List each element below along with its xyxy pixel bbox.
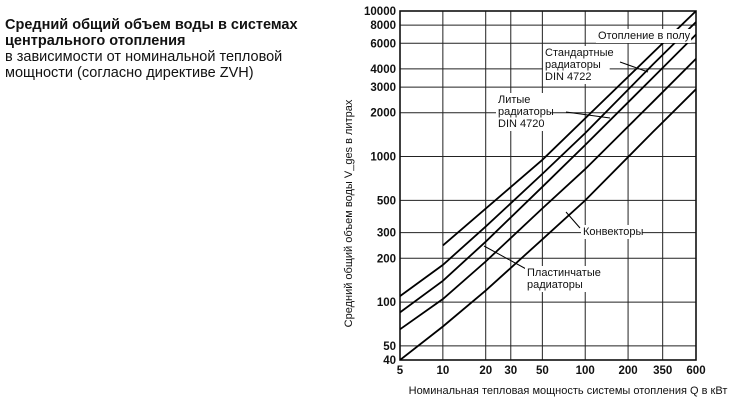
annotation-label-3-0: Конвекторы	[583, 226, 644, 238]
x-tick-label-2: 20	[479, 365, 493, 377]
y-tick-label-10: 6000	[370, 38, 396, 51]
annotation-label-2-1: радиаторы	[498, 106, 554, 118]
annotation-label-2-0: Литые	[498, 94, 531, 106]
y-axis-label: Средний общий объем воды V_ges в литрах	[343, 99, 355, 328]
annotation-label-2-2: DIN 4720	[498, 118, 545, 130]
annotation-label-4-0: Пластинчатые	[527, 267, 601, 279]
y-tick-label-12: 10000	[364, 6, 396, 18]
y-tick-label-6: 1000	[370, 151, 396, 164]
x-tick-label-0: 5	[396, 365, 404, 377]
chart-subtitle: в зависимости от номинальной тепловой мощности (согласно директиве ZVH)	[5, 49, 283, 81]
y-tick-label-5: 500	[376, 195, 396, 208]
x-tick-label-8: 600	[686, 365, 706, 377]
y-tick-label-3: 200	[376, 253, 396, 266]
y-tick-label-4: 300	[376, 227, 396, 240]
y-tick-label-9: 4000	[370, 63, 396, 76]
y-tick-label-8: 3000	[370, 82, 396, 95]
x-axis-label: Номинальная тепловая мощность системы отопления Q в кВт	[408, 385, 728, 397]
y-tick-label-0: 40	[383, 355, 396, 367]
y-tick-label-7: 2000	[370, 107, 396, 120]
y-tick-label-11: 8000	[370, 20, 396, 33]
x-tick-label-1: 10	[436, 365, 450, 377]
chart-title: Средний общий объем воды в системах центрального отопления	[5, 17, 298, 49]
annotation-label-1-1: радиаторы	[545, 59, 601, 71]
x-tick-label-6: 200	[618, 365, 638, 377]
annotation-label-4-1: радиаторы	[527, 279, 583, 291]
x-tick-label-4: 50	[535, 365, 549, 377]
x-tick-label-5: 100	[575, 365, 595, 377]
annotation-label-1-2: DIN 4722	[545, 71, 592, 83]
y-tick-label-1: 50	[383, 340, 396, 353]
annotation-label-0-0: Отопление в полу	[598, 30, 691, 42]
y-tick-label-2: 100	[376, 297, 396, 310]
annotation-label-1-0: Стандартные	[545, 47, 614, 59]
x-tick-label-7: 350	[653, 365, 673, 377]
x-tick-label-3: 30	[504, 365, 518, 377]
